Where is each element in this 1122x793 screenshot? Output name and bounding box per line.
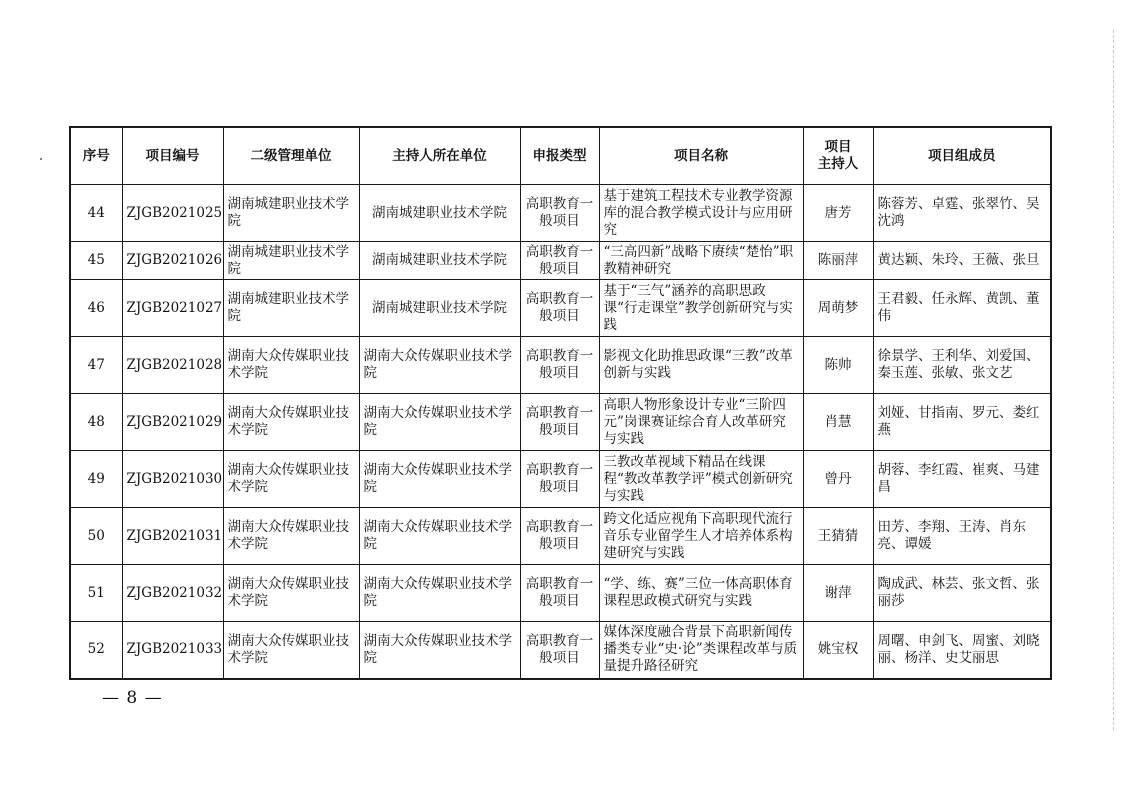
cell-application-type: 高职教育一般项目: [520, 185, 599, 242]
cell-application-type: 高职教育一般项目: [520, 337, 599, 394]
cell-project-leader: 周萌梦: [803, 280, 873, 337]
header-project-name: 项目名称: [599, 127, 803, 185]
table-row: [70, 394, 1051, 451]
header-project-leader: 项目 主持人: [803, 127, 873, 185]
cell-index: 47: [70, 337, 122, 394]
cell-project-leader: 肖慧: [803, 394, 873, 451]
cell-index: 49: [70, 451, 122, 508]
cell-project-code: ZJGB2021025: [122, 185, 223, 242]
cell-management-unit: 湖南大众传媒职业技术学院: [223, 337, 359, 394]
cell-project-name: “三高四新”战略下赓续“楚怡”职教精神研究: [599, 242, 803, 280]
cell-project-leader: 陈帅: [803, 337, 873, 394]
table-row: [70, 565, 1051, 622]
table-row: [70, 242, 1051, 280]
cell-project-name: 跨文化适应视角下高职现代流行音乐专业留学生人才培养体系构建研究与实践: [599, 508, 803, 565]
cell-application-type: 高职教育一般项目: [520, 622, 599, 679]
cell-project-code: ZJGB2021032: [122, 565, 223, 622]
cell-application-type: 高职教育一般项目: [520, 565, 599, 622]
cell-project-members: 刘娅、甘指南、罗元、娄红燕: [873, 394, 1051, 451]
cell-project-code: ZJGB2021031: [122, 508, 223, 565]
project-table: [69, 126, 1052, 680]
cell-index: 44: [70, 185, 122, 242]
cell-project-name: 基于“三气”涵养的高职思政课“行走课堂”教学创新研究与实践: [599, 280, 803, 337]
cell-host-unit: 湖南城建职业技术学院: [359, 280, 520, 337]
header-host-unit: 主持人所在单位: [359, 127, 520, 185]
table-row: [70, 185, 1051, 242]
cell-management-unit: 湖南城建职业技术学院: [223, 280, 359, 337]
cell-index: 51: [70, 565, 122, 622]
cell-application-type: 高职教育一般项目: [520, 394, 599, 451]
cell-application-type: 高职教育一般项目: [520, 451, 599, 508]
cell-host-unit: 湖南大众传媒职业技术学院: [359, 394, 520, 451]
table-row: [70, 451, 1051, 508]
cell-host-unit: 湖南大众传媒职业技术学院: [359, 622, 520, 679]
page-number: — 8 —: [102, 688, 163, 708]
cell-project-members: 王君毅、任永辉、黄凯、董伟: [873, 280, 1051, 337]
cell-project-code: ZJGB2021029: [122, 394, 223, 451]
table-row: [70, 508, 1051, 565]
cell-project-code: ZJGB2021033: [122, 622, 223, 679]
cell-application-type: 高职教育一般项目: [520, 280, 599, 337]
cell-project-members: 周曙、申剑飞、周蜜、刘晓丽、杨洋、史艾丽思: [873, 622, 1051, 679]
cell-management-unit: 湖南大众传媒职业技术学院: [223, 451, 359, 508]
cell-project-name: 基于建筑工程技术专业教学资源库的混合教学模式设计与应用研究: [599, 185, 803, 242]
cell-project-members: 徐景学、王利华、刘爱国、秦玉莲、张敏、张文艺: [873, 337, 1051, 394]
cell-project-code: ZJGB2021026: [122, 242, 223, 280]
cell-project-code: ZJGB2021030: [122, 451, 223, 508]
header-management-unit: 二级管理单位: [223, 127, 359, 185]
scan-speck: [40, 158, 42, 160]
cell-index: 50: [70, 508, 122, 565]
cell-project-leader: 姚宝权: [803, 622, 873, 679]
cell-project-members: 陈蓉芳、卓霆、张翠竹、吴沈鸿: [873, 185, 1051, 242]
cell-host-unit: 湖南大众传媒职业技术学院: [359, 565, 520, 622]
table-row: [70, 622, 1051, 679]
header-application-type: 申报类型: [520, 127, 599, 185]
cell-project-leader: 陈丽萍: [803, 242, 873, 280]
cell-project-name: 三教改革视域下精品在线课程“教改革教学评”模式创新研究与实践: [599, 451, 803, 508]
header-project-code: 项目编号: [122, 127, 223, 185]
margin-binding-marks: [1113, 30, 1116, 730]
cell-project-leader: 唐芳: [803, 185, 873, 242]
cell-index: 45: [70, 242, 122, 280]
header-index: 序号: [70, 127, 122, 185]
cell-host-unit: 湖南大众传媒职业技术学院: [359, 337, 520, 394]
cell-project-name: 媒体深度融合背景下高职新闻传播类专业“史·论”类课程改革与质量提升路径研究: [599, 622, 803, 679]
cell-project-members: 陶成武、林芸、张文哲、张丽莎: [873, 565, 1051, 622]
cell-project-leader: 谢萍: [803, 565, 873, 622]
cell-project-leader: 曾丹: [803, 451, 873, 508]
cell-host-unit: 湖南城建职业技术学院: [359, 242, 520, 280]
cell-project-code: ZJGB2021027: [122, 280, 223, 337]
cell-application-type: 高职教育一般项目: [520, 508, 599, 565]
table-row: [70, 280, 1051, 337]
cell-host-unit: 湖南大众传媒职业技术学院: [359, 451, 520, 508]
cell-index: 46: [70, 280, 122, 337]
table-header-row: [70, 127, 1051, 185]
cell-management-unit: 湖南大众传媒职业技术学院: [223, 565, 359, 622]
cell-management-unit: 湖南大众传媒职业技术学院: [223, 394, 359, 451]
cell-management-unit: 湖南大众传媒职业技术学院: [223, 622, 359, 679]
cell-project-name: 影视文化助推思政课“三教”改革创新与实践: [599, 337, 803, 394]
cell-project-leader: 王猜猜: [803, 508, 873, 565]
cell-project-members: 黄达颖、朱玲、王薇、张旦: [873, 242, 1051, 280]
cell-index: 48: [70, 394, 122, 451]
cell-application-type: 高职教育一般项目: [520, 242, 599, 280]
cell-management-unit: 湖南城建职业技术学院: [223, 242, 359, 280]
cell-project-name: “学、练、赛”三位一体高职体育课程思政模式研究与实践: [599, 565, 803, 622]
cell-project-members: 胡蓉、李红霞、崔爽、马建昌: [873, 451, 1051, 508]
cell-host-unit: 湖南城建职业技术学院: [359, 185, 520, 242]
cell-project-code: ZJGB2021028: [122, 337, 223, 394]
table-row: [70, 337, 1051, 394]
header-project-members: 项目组成员: [873, 127, 1051, 185]
cell-index: 52: [70, 622, 122, 679]
cell-host-unit: 湖南大众传媒职业技术学院: [359, 508, 520, 565]
cell-management-unit: 湖南大众传媒职业技术学院: [223, 508, 359, 565]
cell-project-members: 田芳、李翔、王涛、肖东亮、谭媛: [873, 508, 1051, 565]
cell-management-unit: 湖南城建职业技术学院: [223, 185, 359, 242]
cell-project-name: 高职人物形象设计专业“三阶四元”岗课赛证综合育人改革研究与实践: [599, 394, 803, 451]
